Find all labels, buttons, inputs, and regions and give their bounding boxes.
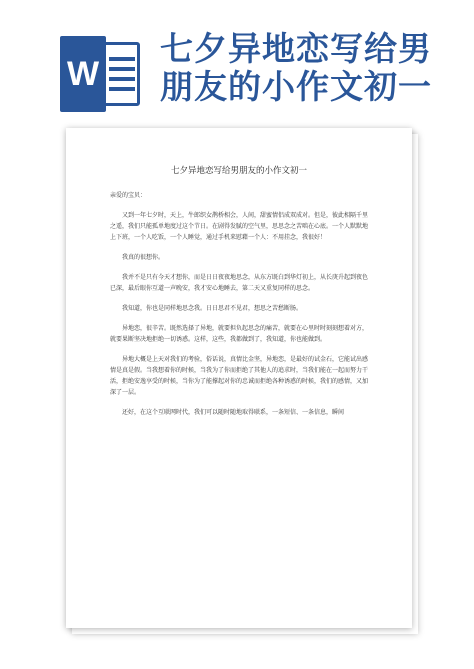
- word-icon: [60, 36, 142, 112]
- paragraph: 我知道，你也是同样地思念我。日日思君不见君，想思之苦愁断肠。: [122, 305, 303, 312]
- word-badge: W: [60, 36, 106, 112]
- page-title-line-2: 朋友的小作文初一: [160, 67, 432, 106]
- page-title-line-1: 七夕异地恋写给男: [160, 29, 432, 68]
- document-page: [66, 128, 412, 628]
- header-banner: [0, 0, 474, 120]
- paragraph-salutation: 亲爱的宝贝：: [110, 192, 147, 199]
- icon-line: [109, 77, 135, 81]
- paragraph: 我真的很想你。: [122, 254, 165, 261]
- icon-line: [109, 57, 135, 61]
- document-body: [110, 190, 372, 427]
- paragraph: 还好，在这个互联网时代，我们可以随时随地取得联系，一条短信、一条信息，瞬间: [122, 409, 345, 416]
- document-title: 七夕异地恋写给男朋友的小作文初一: [170, 166, 307, 176]
- paragraph: 异地大概是上天对我们的考验，俗话说，真情比金坚，异地恋，是最好的试金石，它能试出感情是真是假。当我想着你的时候，当我为了你而拒绝了其他人的追求时，当我们能在一起而努力干活，拒绝安逸享受的时候，当你为了能撑起对你的忠诚而拒绝各种诱惑的时候，我们的感情，又加深了一层。: [110, 356, 369, 396]
- document-preview[interactable]: [66, 128, 412, 628]
- paragraph: 又到一年七夕时，天上，牛郎织女鹊桥相会，人间，甜蜜情侣成双成对。但是，彼此相隔千里之遥，我们只能孤单地度过这个节日。在剧得发腻的空气里，思思念之苦啮在心底。一个人默默地上下班，一个人吃饭，一个人睡觉，通过手机来慰藉一个人：不用挂念，我很好！: [110, 212, 369, 241]
- paragraph: 我并不是只有今天才想你，而是日日夜夜地思念，从东方既白到华灯初上，从长庚升起到夜色已深，最后眼你互道一声晚安，我才安心地睡去，第二天又重复同样的思念。: [110, 274, 369, 292]
- paragraph: 异地恋，很辛苦。既然选择了异地，就要担负起思念的痛苦，就要在心里时时刻刻想着对方，就要果断坚决地拒绝一切诱惑。这样，这些，我都做到了，我知道，你也能做到。: [110, 325, 369, 343]
- icon-line: [109, 67, 135, 71]
- page-title: [160, 30, 460, 106]
- icon-line: [109, 87, 135, 91]
